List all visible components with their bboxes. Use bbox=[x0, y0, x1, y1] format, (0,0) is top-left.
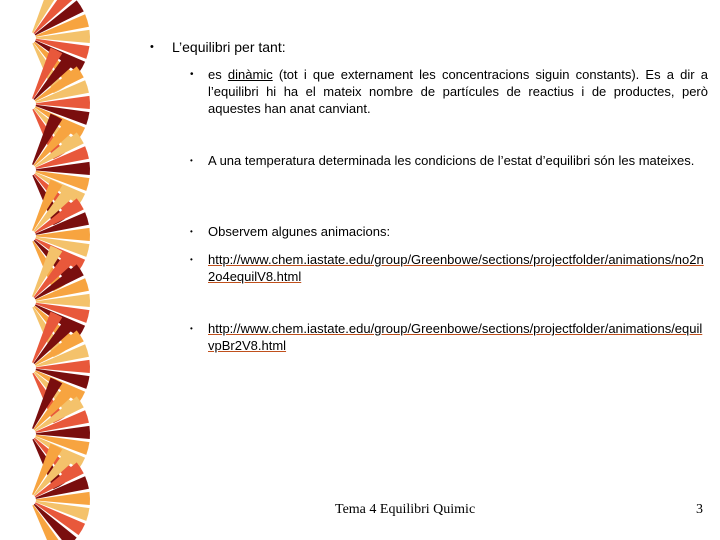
page-number: 3 bbox=[696, 502, 703, 517]
bullet-icon: • bbox=[190, 69, 194, 80]
animation-link-no2n2o4[interactable]: http://www.chem.iastate.edu/group/Greenbowe/sections/projectfolder/animations/no2n2o4equilV8.html bbox=[208, 252, 704, 284]
heading-text: L’equilibri per tant: bbox=[172, 39, 286, 55]
emphasis-word: dinàmic bbox=[227, 67, 273, 82]
list-item-dynamic bbox=[190, 66, 708, 118]
footer-title: Tema 4 Equilibri Quimic bbox=[335, 502, 476, 517]
bullet-icon: • bbox=[190, 156, 193, 165]
animation-link-br2[interactable]: http://www.chem.iastate.edu/group/Greenbowe/sections/projectfolder/animations/equilvpBr2V8.html bbox=[208, 321, 703, 353]
list-item-temperature bbox=[190, 152, 708, 188]
list-item-animations bbox=[190, 223, 708, 241]
list-item-link-1 bbox=[190, 251, 708, 287]
bullet-icon: • bbox=[190, 324, 193, 333]
list-item-link-2 bbox=[190, 320, 708, 356]
bullet-icon: • bbox=[190, 255, 193, 264]
item-text: Observem algunes animacions: bbox=[208, 224, 391, 239]
bullet-icon: • bbox=[190, 227, 193, 236]
item-text: A una temperatura determinada les condicions de l’estat d’equilibri són les mateixes. bbox=[208, 153, 695, 168]
text-fragment: es bbox=[208, 67, 228, 82]
bullet-icon: • bbox=[150, 41, 154, 53]
pinwheel-border-decoration bbox=[0, 0, 130, 540]
text-fragment: (tot i que externament les concentracions siguin constants). Es a dir a l’equilibri hi ha el mateix nombre de partícules de reactius i de productes, però aquestes han anat canviant. bbox=[208, 67, 709, 116]
